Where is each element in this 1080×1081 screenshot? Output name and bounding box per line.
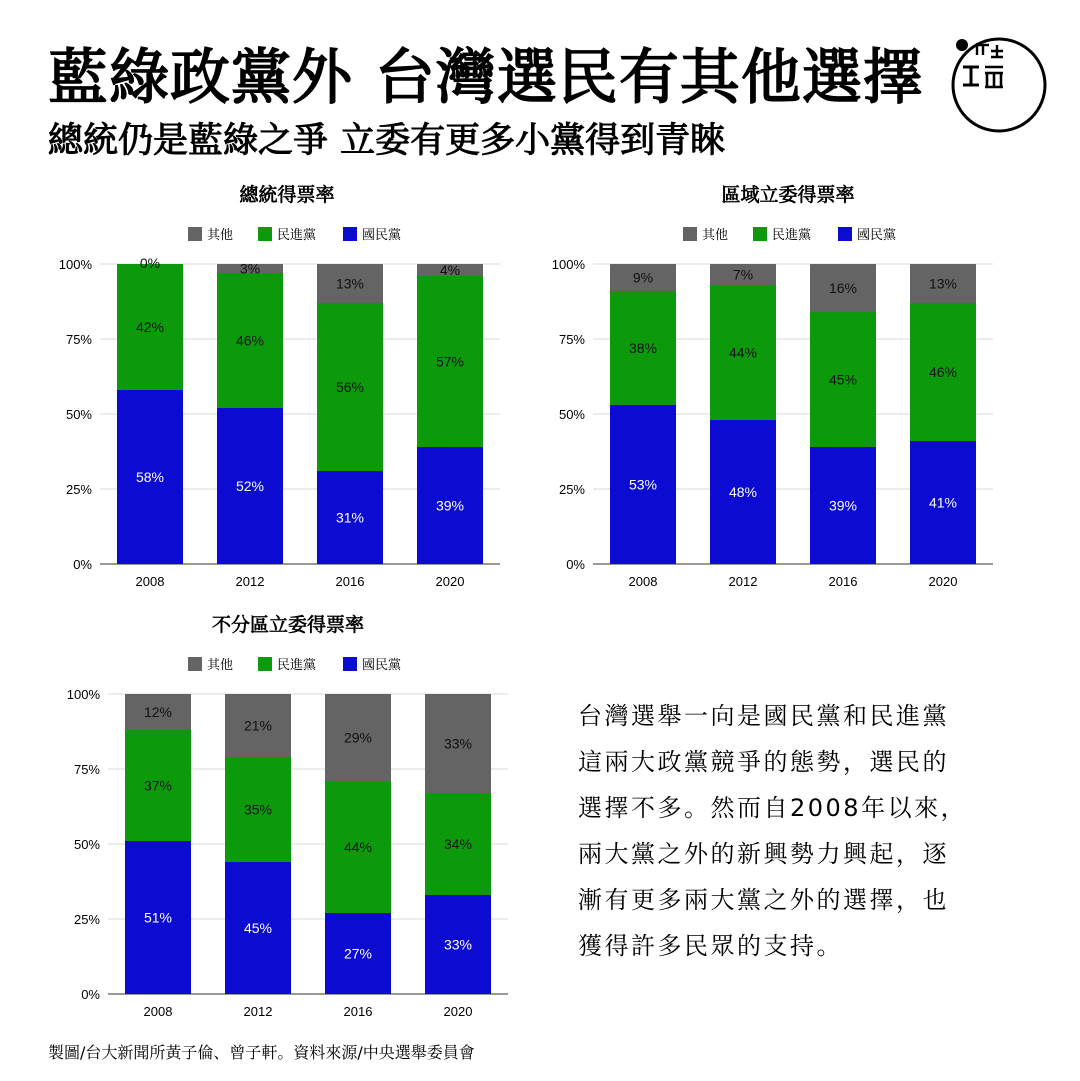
legend-swatch	[188, 227, 202, 241]
y-tick-label: 0%	[81, 987, 100, 1002]
description-line: 這兩大政黨競爭的態勢，選民的	[578, 748, 949, 776]
data-label: 56%	[335, 379, 365, 395]
data-label: 33%	[443, 735, 473, 752]
credit-footer: 製圖/台大新聞所黃子倫、曾子軒。資料來源/中央選舉委員會	[48, 1043, 475, 1062]
data-label: 33%	[443, 936, 473, 953]
data-label: 37%	[143, 777, 173, 794]
data-label: 51%	[143, 909, 173, 926]
data-label: 53%	[628, 476, 658, 493]
data-label: 27%	[343, 945, 373, 962]
data-label: 41%	[928, 494, 958, 511]
data-label: 46%	[928, 364, 958, 380]
x-tick-label: 2012	[243, 1004, 273, 1019]
legend-label: 民進黨	[772, 228, 812, 243]
legend-swatch	[343, 657, 357, 671]
description-line: 漸有更多兩大黨之外的選擇，也	[578, 886, 949, 914]
x-tick-label: 2016	[828, 574, 858, 589]
x-tick-label: 2016	[335, 574, 365, 589]
x-tick-label: 2012	[235, 574, 265, 589]
legend-swatch	[188, 657, 202, 671]
x-tick-label: 2020	[435, 574, 465, 589]
y-tick-label: 50%	[558, 407, 585, 422]
legend-label: 民進黨	[277, 228, 317, 243]
y-tick-label: 75%	[65, 332, 92, 347]
district-legislator-vote-chart	[535, 176, 1005, 600]
data-label: 39%	[435, 497, 465, 514]
legend-label: 其他	[207, 658, 234, 673]
data-label: 45%	[828, 371, 858, 388]
y-tick-label: 75%	[558, 332, 585, 347]
description-line: 選擇不多。然而自2008年以來，	[578, 794, 968, 822]
page-subtitle: 總統仍是藍綠之爭 立委有更多小黨得到青睞	[48, 121, 726, 161]
data-label: 52%	[235, 478, 265, 494]
data-label: 12%	[143, 704, 173, 720]
legend-swatch	[683, 227, 697, 241]
data-label: 16%	[828, 280, 858, 296]
data-label: 13%	[928, 275, 958, 292]
chart-title: 區域立委得票率	[721, 184, 855, 206]
y-tick-label: 100%	[66, 687, 100, 702]
initium-logo-icon	[945, 37, 1049, 133]
x-tick-label: 2008	[143, 1004, 173, 1019]
data-label: 57%	[435, 353, 465, 370]
data-label: 48%	[728, 484, 758, 500]
legend-label: 國民黨	[362, 658, 402, 673]
y-tick-label: 25%	[558, 482, 585, 497]
legend-label: 其他	[207, 228, 234, 243]
data-label: 34%	[443, 836, 473, 852]
data-label: 4%	[439, 262, 461, 278]
y-tick-label: 50%	[73, 837, 100, 852]
chart-title: 總統得票率	[239, 184, 335, 206]
description-line: 獲得許多民眾的支持。	[578, 932, 843, 960]
legend-label: 國民黨	[362, 228, 402, 243]
data-label: 45%	[243, 920, 273, 936]
data-label: 38%	[628, 340, 658, 356]
x-tick-label: 2012	[728, 574, 758, 589]
data-label: 58%	[135, 469, 165, 485]
description-text	[578, 693, 1018, 969]
legend-swatch	[753, 227, 767, 241]
legend-swatch	[258, 657, 272, 671]
x-tick-label: 2008	[628, 574, 658, 589]
legend-label: 其他	[702, 228, 729, 243]
legend-swatch	[838, 227, 852, 241]
description-line: 兩大黨之外的新興勢力興起，逐	[578, 840, 949, 868]
y-tick-label: 75%	[73, 762, 100, 777]
data-label: 35%	[243, 801, 273, 818]
data-label: 13%	[335, 275, 365, 292]
data-label: 21%	[243, 717, 273, 734]
legend-swatch	[343, 227, 357, 241]
x-tick-label: 2020	[928, 574, 958, 589]
legend-label: 民進黨	[277, 658, 317, 673]
legend-swatch	[258, 227, 272, 241]
data-label: 42%	[135, 319, 165, 335]
data-label: 44%	[343, 839, 373, 855]
x-tick-label: 2020	[443, 1004, 473, 1019]
y-tick-label: 0%	[566, 557, 585, 572]
y-tick-label: 100%	[58, 257, 92, 272]
data-label: 44%	[728, 344, 758, 361]
data-label: 39%	[828, 497, 858, 514]
data-label: 46%	[235, 332, 265, 349]
data-label: 9%	[632, 269, 654, 286]
chart-title: 不分區立委得票率	[211, 614, 365, 636]
x-tick-label: 2008	[135, 574, 165, 589]
x-tick-label: 2016	[343, 1004, 373, 1019]
data-label: 7%	[732, 266, 754, 283]
y-tick-label: 100%	[551, 257, 585, 272]
data-label: 3%	[239, 260, 261, 277]
y-tick-label: 0%	[73, 557, 92, 572]
party-list-legislator-vote-chart	[40, 606, 520, 1030]
president-vote-chart	[40, 176, 510, 600]
y-tick-label: 25%	[73, 912, 100, 927]
y-tick-label: 50%	[65, 407, 92, 422]
data-label: 31%	[335, 509, 365, 526]
description-line: 台灣選舉一向是國民黨和民進黨	[578, 702, 949, 730]
page-title: 藍綠政黨外 台灣選民有其他選擇	[48, 43, 924, 113]
y-tick-label: 25%	[65, 482, 92, 497]
data-label: 0%	[139, 255, 161, 271]
legend-label: 國民黨	[857, 228, 897, 243]
data-label: 29%	[343, 729, 373, 746]
